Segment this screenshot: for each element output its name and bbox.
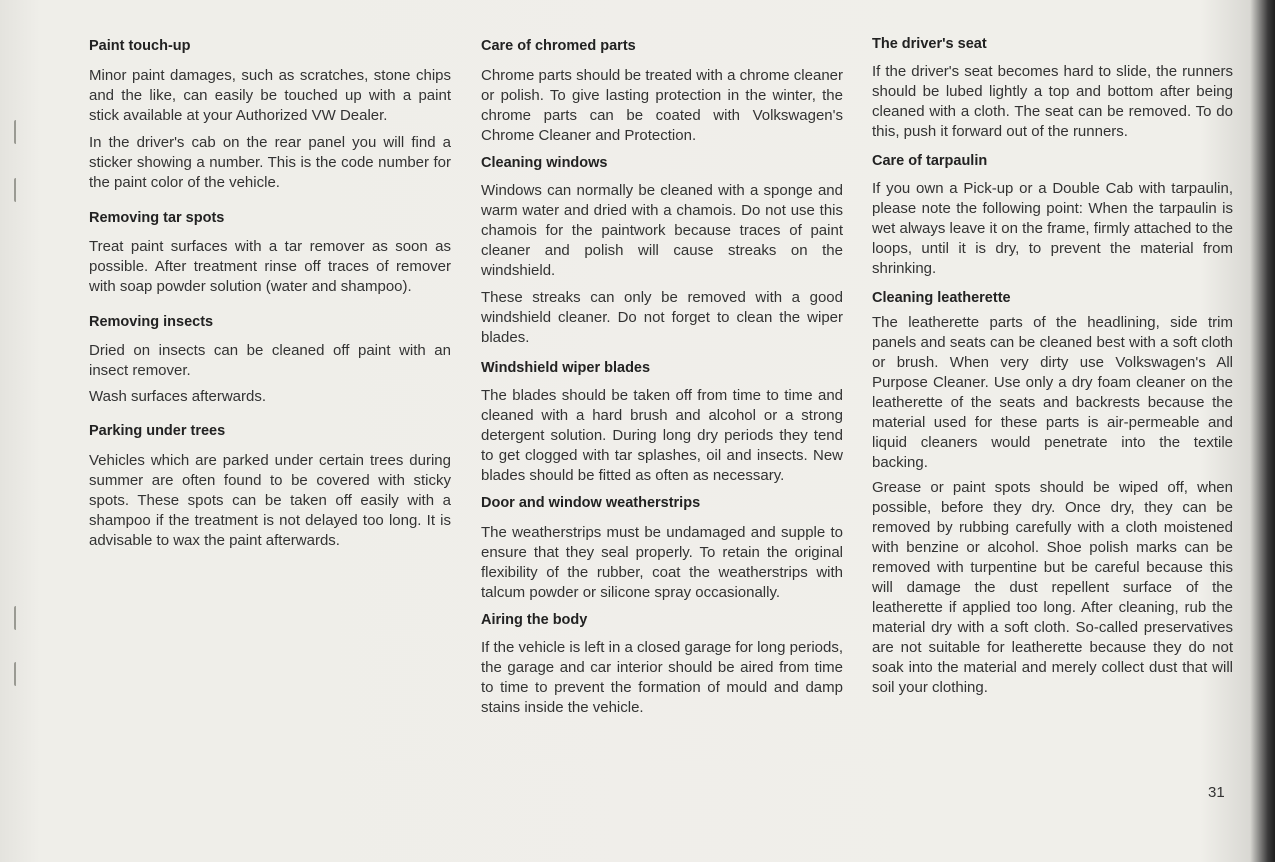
- section-care-of-tarpaulin: [872, 151, 1233, 279]
- paragraph: Wash surfaces afterwards.: [89, 388, 267, 405]
- paragraph: Grease or paint spots should be wiped off, when possible, before they dry. Once dry, they can be removed by rubbing carefully with a cloth moistened with benzine or alcohol. Shoe polish marks can be removed with turpentine but be careful because this will damage the dust repellent surface of the leatherette if applied too long. After cleaning, rub the material dry with a soft cloth. So-called preservatives are not suitable for leatherette because they do not soak into the material and merely collect dust that will soil your clothing.: [872, 479, 1233, 696]
- section-door-window-weatherstrips: [481, 493, 843, 603]
- section-title: Cleaning leatherette: [872, 290, 1011, 306]
- paragraph: If the vehicle is left in a closed garage for long periods, the garage and car interior should be aired from time to time to prevent the formation of mould and damp stains inside the vehicle.: [481, 639, 843, 716]
- section-cleaning-leatherette: [872, 288, 1233, 698]
- paragraph: If you own a Pick-up or a Double Cab with tarpaulin, please note the following point: When the tarpaulin is wet always leave it on the frame, firmly attached to the loops, until it is dry, to prevent the material from shrinking.: [872, 180, 1234, 277]
- section-parking-under-trees: [89, 421, 451, 551]
- paragraph: If the driver's seat becomes hard to slide, the runners should be lubed lightly a top and bottom after being cleaned with a cloth. The seat can be removed. To do this, push it forward out of the runners.: [872, 63, 1233, 140]
- binding-mark: [14, 178, 24, 202]
- paragraph: Treat paint surfaces with a tar remover as soon as possible. After treatment rinse off traces of remover with soap powder solution (water and shampoo).: [89, 238, 451, 295]
- section-removing-insects: [89, 312, 451, 407]
- column-right: [872, 34, 1233, 698]
- section-airing-the-body: [481, 610, 843, 718]
- section-title: Removing tar spots: [89, 210, 225, 226]
- binding-mark: [14, 662, 24, 686]
- binding-mark: [14, 606, 24, 630]
- section-drivers-seat: [872, 34, 1233, 142]
- paragraph: The leatherette parts of the headlining, side trim panels and seats can be cleaned best with a soft cloth or brush. When very dirty use Volkswagen's All Purpose Cleaner. Use only a dry foam cleaner on the leatherette of the seats and backrests because the material used for these parts is air-permeable and liquid cleaners would penetrate into the textile backing.: [872, 314, 1233, 471]
- paragraph: The blades should be taken off from time to time and cleaned with a hard brush and alcohol or a strong detergent solution. During long dry periods they tend to get clogged with tar splashes, oil and insects. New blades should be fitted as often as necessary.: [481, 387, 843, 484]
- column-left: [89, 36, 451, 551]
- paragraph: These streaks can only be removed with a good windshield cleaner. Do not forget to clean the wiper blades.: [481, 289, 843, 346]
- section-removing-tar-spots: [89, 208, 451, 297]
- paragraph: Dried on insects can be cleaned off paint with an insect remover.: [89, 342, 451, 379]
- paragraph: Windows can normally be cleaned with a sponge and warm water and dried with a chamois. Do not use this chamois for the paintwork because traces of paint cleaner and polish will cause streaks on the windshield.: [481, 182, 843, 279]
- section-title: Door and window weatherstrips: [481, 495, 701, 511]
- section-title: Airing the body: [481, 612, 588, 628]
- section-title: Care of tarpaulin: [872, 153, 988, 169]
- section-title: Cleaning windows: [481, 155, 608, 171]
- section-title: Windshield wiper blades: [481, 360, 651, 376]
- section-cleaning-windows: [481, 153, 843, 348]
- paragraph: The weatherstrips must be undamaged and supple to ensure that they seal properly. To retain the original flexibility of the rubber, coat the weatherstrips with talcum powder or silicone spray occasionally.: [481, 524, 843, 601]
- paragraph: Minor paint damages, such as scratches, stone chips and the like, can easily be touched up with a paint stick available at your Authorized VW Dealer.: [89, 67, 451, 124]
- section-care-of-chromed-parts: [481, 36, 843, 146]
- paragraph: In the driver's cab on the rear panel you will find a sticker showing a number. This is the code number for the paint color of the vehicle.: [89, 134, 451, 191]
- binding-mark: [14, 120, 24, 144]
- section-title: Paint touch-up: [89, 38, 191, 54]
- section-title: Removing insects: [89, 314, 214, 330]
- section-title: Care of chromed parts: [481, 38, 636, 54]
- section-title: Parking under trees: [89, 423, 226, 439]
- column-middle: [481, 36, 843, 718]
- section-title: The driver's seat: [872, 36, 987, 52]
- paragraph: Chrome parts should be treated with a chrome cleaner or polish. To give lasting protection in the winter, the chrome parts can be coated with Volkswagen's Chrome Cleaner and Protection.: [481, 67, 843, 144]
- section-paint-touch-up: [89, 36, 451, 193]
- section-windshield-wiper-blades: [481, 358, 843, 486]
- page-number: 31: [1208, 784, 1225, 801]
- paragraph: Vehicles which are parked under certain trees during summer are often found to be covered with sticky spots. These spots can be taken off easily with a shampoo if the treatment is not delayed too long. It is advisable to wax the paint afterwards.: [89, 452, 451, 549]
